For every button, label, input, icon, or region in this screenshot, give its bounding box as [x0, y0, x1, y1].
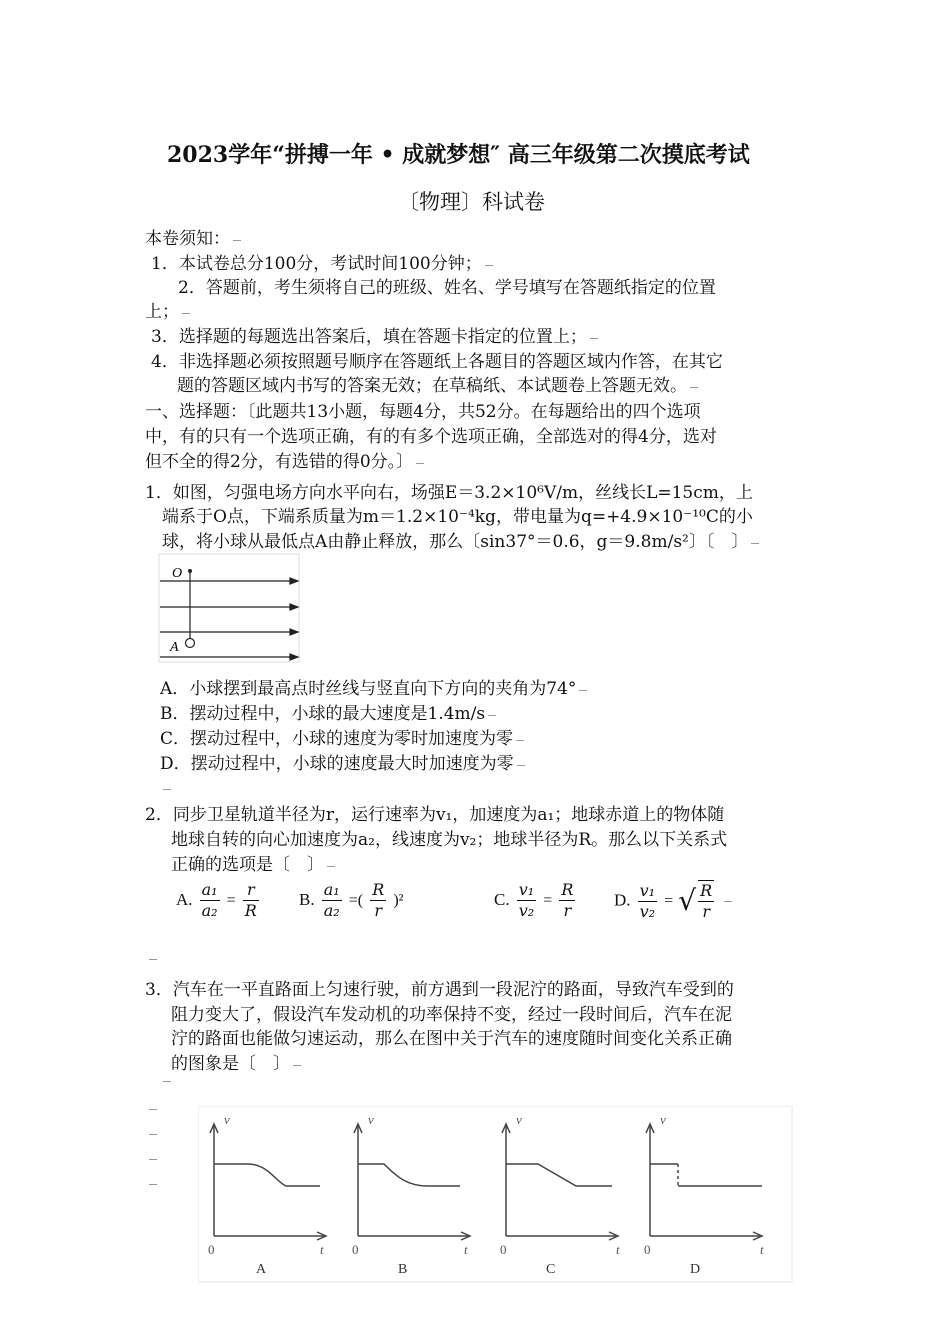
q2-stem-line-2: 地球自转的向心加速度为a₂，线速度为v₂；地球半径为R。那么以下关系式	[171, 830, 728, 850]
q3-vt-graphs	[198, 1106, 794, 1284]
equals: =	[226, 892, 236, 909]
spacer-mark-7	[146, 1173, 157, 1192]
equals: =	[543, 892, 553, 909]
pendulum-ball	[186, 639, 195, 648]
graph-c	[502, 1124, 618, 1240]
graph-c-v-label: v	[516, 1112, 522, 1127]
q3-stem-line-4: 的图象是〔 〕	[171, 1052, 301, 1076]
q2-option-a[interactable]	[176, 880, 261, 921]
spacer-mark	[160, 778, 171, 797]
q1-field-figure	[158, 553, 304, 665]
lhs-num: a₁	[201, 880, 218, 899]
q1-option-d[interactable]: D．摆动过程中，小球的速度最大时加速度为零	[160, 752, 525, 776]
q2-option-c[interactable]	[494, 880, 577, 921]
q1-stem-line-3: 球，将小球从最低点A由静止释放，那么〔sin37°＝0.6，g＝9.8m/s²〕〔 〕	[162, 530, 759, 554]
notice-item-4: 4．非选择题必须按照题号顺序在答题纸上各题目的答题区域内作答，在其它	[151, 352, 723, 372]
graph-b-t-label: t	[464, 1242, 468, 1257]
spacer-mark-5	[146, 1123, 157, 1142]
rhs-den: r	[702, 902, 710, 921]
q1-stem-line-1: 1．如图，匀强电场方向水平向右，场强E＝3.2×10⁶V/m，丝线长L=15cm，上	[145, 483, 753, 503]
equals: =(	[348, 892, 364, 909]
option-label: C.	[494, 890, 510, 909]
option-label: B.	[299, 890, 315, 909]
notice-item-2-cont: 上；	[145, 300, 190, 324]
graph-b	[354, 1124, 470, 1240]
q2-option-b[interactable]	[299, 880, 403, 921]
lhs-num: v₁	[518, 880, 535, 899]
label-o: O	[172, 566, 183, 581]
section-heading-line-3: 但不全的得2分，有选错的得0分。〕	[145, 450, 424, 474]
graph-a-v-label: v	[224, 1112, 230, 1127]
graph-c-origin: 0	[500, 1242, 507, 1257]
q3-stem-line-1: 3．汽车在一平直路面上匀速行驶，前方遇到一段泥泞的路面，导致汽车受到的	[145, 980, 734, 1000]
spacer-mark-6	[146, 1148, 157, 1167]
lhs-den: a₂	[201, 901, 218, 920]
rhs-den: R	[244, 901, 257, 920]
q3-stem-line-2: 阻力变大了，假设汽车发动机的功率保持不变，经过一段时间后，汽车在泥	[171, 1005, 732, 1025]
graph-b-label: B	[398, 1262, 408, 1277]
graph-d	[646, 1124, 762, 1240]
pivot-point	[188, 569, 192, 573]
q1-option-c[interactable]: C．摆动过程中，小球的速度为零时加速度为零	[160, 727, 524, 751]
spacer-mark-4	[146, 1098, 157, 1117]
spacer-mark-3	[160, 1070, 171, 1089]
lhs-num: v₁	[639, 880, 656, 900]
spacer-mark-2	[146, 948, 157, 967]
graph-a	[210, 1124, 326, 1240]
lhs-num: a₁	[323, 880, 340, 899]
q3-stem-line-3: 泞的路面也能做匀速运动，那么在图中关于汽车的速度随时间变化关系正确	[171, 1029, 732, 1049]
label-a: A	[170, 640, 179, 655]
rhs-den: r	[374, 901, 383, 920]
graphs-border	[198, 1106, 792, 1282]
lhs-den: a₂	[323, 901, 340, 920]
notice-item-3: 3．选择题的每题选出答案后，填在答题卡指定的位置上；	[151, 325, 598, 349]
option-label: D.	[614, 890, 631, 910]
q2-stem-line-1: 2．同步卫星轨道半径为r，运行速率为v₁，加速度为a₁；地球赤道上的物体随	[145, 805, 725, 825]
notice-heading: 本卷须知：	[145, 227, 241, 251]
rhs-num: r	[243, 880, 259, 901]
graph-b-v-label: v	[368, 1112, 374, 1127]
option-label: A.	[176, 890, 193, 909]
rhs-den: r	[563, 901, 572, 920]
lhs-den: v₂	[518, 901, 535, 920]
q1-option-a[interactable]: A．小球摆到最高点时丝线与竖直向下方向的夹角为74°	[160, 677, 587, 701]
graph-b-origin: 0	[352, 1242, 359, 1257]
graph-a-label: A	[256, 1262, 267, 1277]
notice-item-1: 1．本试卷总分100分，考试时间100分钟；	[151, 252, 493, 276]
equals: =	[664, 892, 674, 910]
sqrt-expression	[678, 880, 716, 922]
q2-option-d[interactable]	[614, 880, 732, 922]
graph-d-label: D	[690, 1262, 701, 1277]
q1-stem-line-2: 端系于O点，下端系质量为m＝1.2×10⁻⁴kg，带电量为q=+4.9×10⁻¹⁰C的小	[162, 507, 753, 527]
q1-option-b[interactable]: B．摆动过程中，小球的最大速度是1.4m/s	[160, 702, 496, 726]
page-title: 2023学年“拼搏一年 • 成就梦想″ 高三年级第二次摸底考试	[167, 142, 750, 168]
graph-a-t-label: t	[320, 1242, 324, 1257]
graph-d-v-label: v	[660, 1112, 666, 1127]
rhs-num: R	[561, 880, 574, 899]
graph-d-t-label: t	[760, 1242, 764, 1257]
notice-item-2: 2．答题前，考生须将自己的班级、姓名、学号填写在答题纸指定的位置	[178, 278, 716, 298]
page-subtitle: 〔物理〕科试卷	[398, 190, 545, 214]
lhs-den: v₂	[639, 901, 656, 921]
notice-item-4-cont: 题的答题区域内书写的答案无效；在草稿纸、本试题卷上答题无效。	[177, 374, 698, 398]
q2-stem-line-3: 正确的选项是〔 〕	[171, 853, 335, 877]
graph-d-origin: 0	[644, 1242, 651, 1257]
section-heading-line-2: 中，有的只有一个选项正确，有的有多个选项正确，全部选对的得4分，选对	[145, 427, 717, 447]
rhs-num: R	[700, 881, 713, 900]
sqrt-sign-icon: √	[678, 884, 697, 917]
graph-c-label: C	[546, 1262, 556, 1277]
section-heading-line-1: 一、选择题：〔此题共13小题，每题4分，共52分。在每题给出的四个选项	[145, 402, 701, 422]
graph-c-t-label: t	[616, 1242, 620, 1257]
tail: )²	[393, 892, 404, 909]
rhs-num: R	[372, 880, 385, 899]
field-lines	[160, 578, 298, 660]
graph-a-origin: 0	[208, 1242, 215, 1257]
